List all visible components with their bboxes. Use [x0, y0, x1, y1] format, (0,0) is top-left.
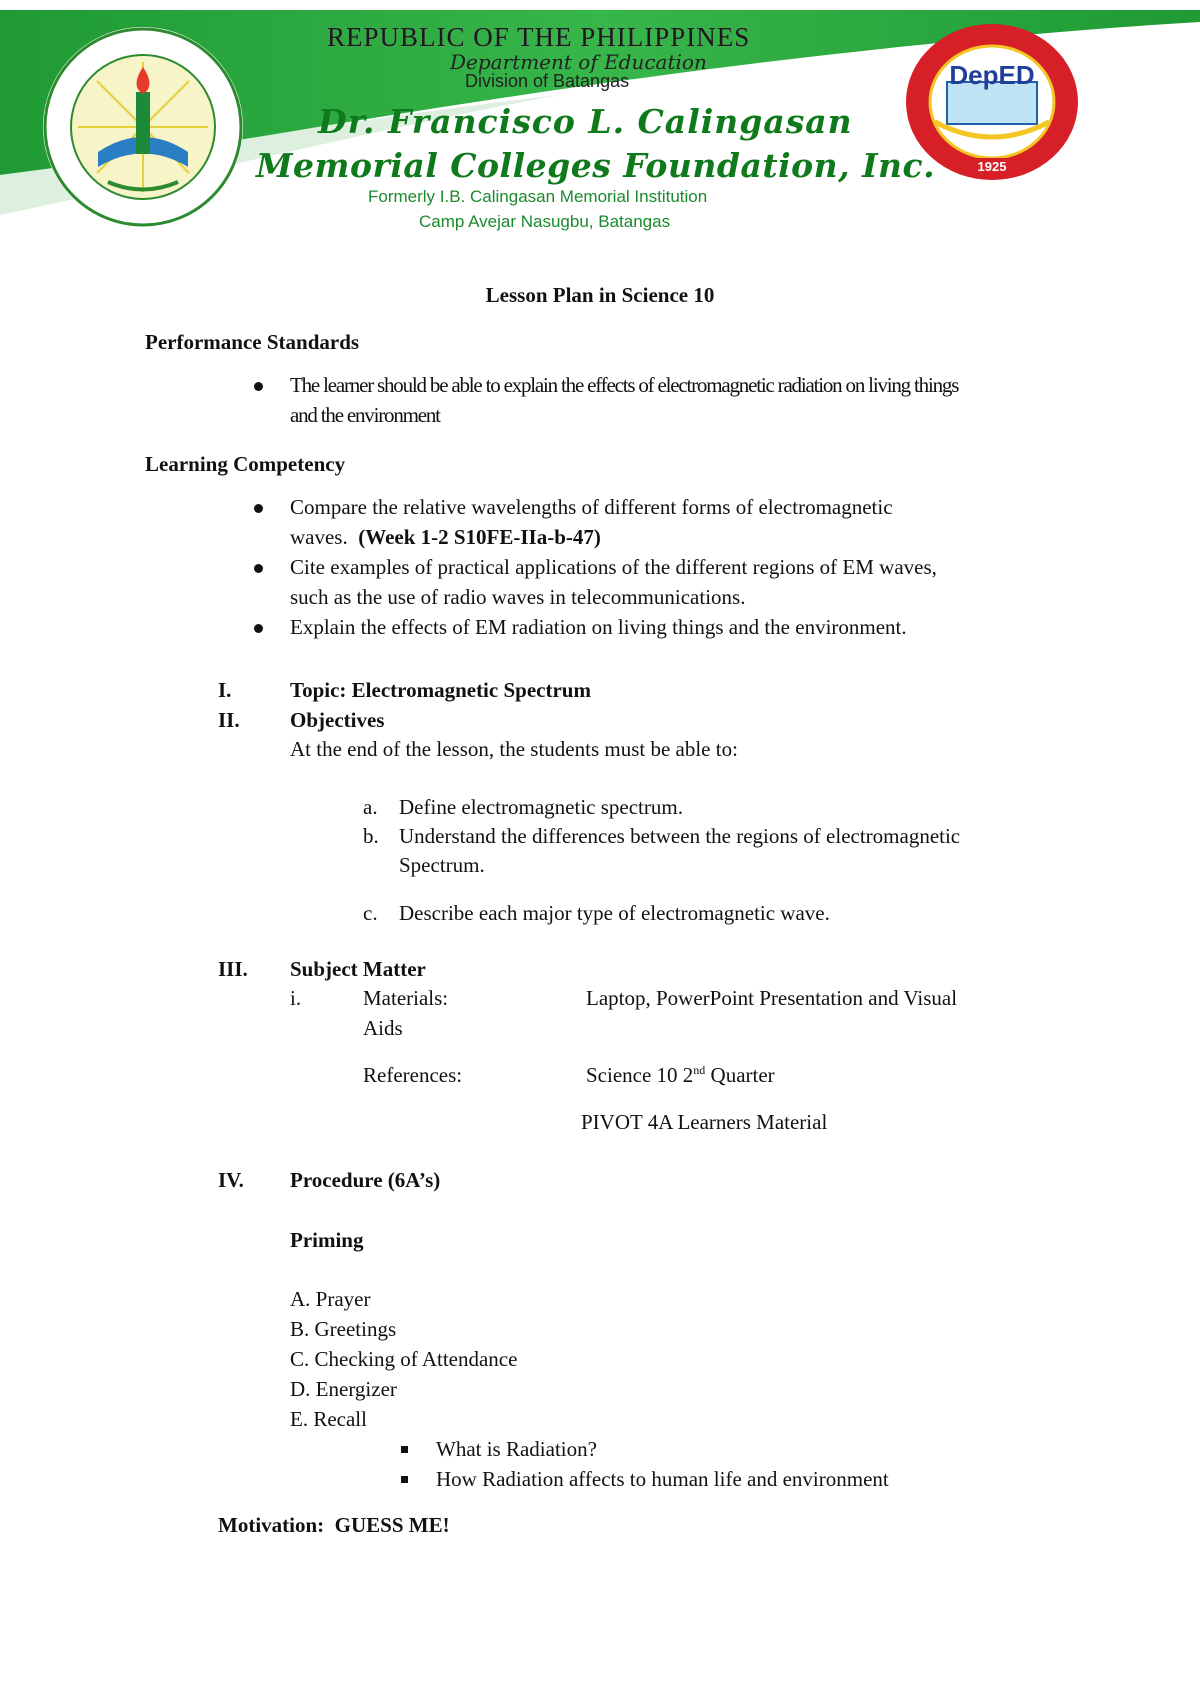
bullet-icon [254, 504, 263, 513]
procedure-step-b: B. Greetings [290, 1317, 397, 1341]
objectives-heading: Objectives [290, 708, 385, 732]
objective-a: Define electromagnetic spectrum. [399, 795, 683, 819]
address-line: Camp Avejar Nasugbu, Batangas [419, 212, 671, 231]
procedure-step-a: A. Prayer [290, 1287, 371, 1311]
procedure-heading: Procedure (6A’s) [290, 1168, 441, 1192]
references-value-sup: nd [693, 1063, 706, 1077]
motivation-value: GUESS ME! [334, 1513, 450, 1537]
seal-center-text: DepED [949, 60, 1035, 90]
subject-matter-roman: i. [290, 986, 302, 1010]
objective-b-line1: Understand the differences between the regions of electromagnetic [399, 824, 961, 848]
objective-b-line2: Spectrum. [399, 853, 485, 877]
competency-3-line1: Explain the effects of EM radiation on living things and the environment. [290, 615, 907, 639]
section-number-ii: II. [218, 708, 240, 732]
section-number-iii: III. [218, 957, 248, 981]
performance-standard-line1: The learner should be able to explain the effects of electromagnetic radiation on living things [290, 373, 959, 397]
procedure-step-c: C. Checking of Attendance [290, 1347, 518, 1371]
document-title: Lesson Plan in Science 10 [485, 283, 715, 307]
school-name-line2: Memorial Colleges Foundation, Inc. [256, 146, 936, 185]
school-seal-logo [38, 22, 248, 232]
formerly-line: Formerly I.B. Calingasan Memorial Institution [368, 187, 708, 206]
section-number-i: I. [218, 678, 232, 702]
motivation-line [218, 1513, 450, 1538]
square-bullet-icon [401, 1446, 408, 1453]
seal-year-text: 1925 [977, 159, 1007, 174]
objective-letter-c: c. [363, 901, 378, 925]
topic-heading: Topic: Electromagnetic Spectrum [290, 678, 591, 702]
objective-letter-a: a. [363, 795, 378, 819]
square-bullet-icon [401, 1476, 408, 1483]
priming-heading: Priming [290, 1228, 364, 1252]
bullet-icon [254, 624, 263, 633]
references-value-pre: Science 10 2 [586, 1063, 694, 1087]
references-value-post: Quarter [705, 1063, 775, 1087]
competency-2-line1: Cite examples of practical applications of the different regions of EM waves, [290, 555, 937, 579]
references-value-line2: PIVOT 4A Learners Material [581, 1110, 828, 1134]
competency-1-waves: waves. [290, 525, 348, 549]
materials-value-cont: Aids [363, 1016, 403, 1040]
school-name-line1: Dr. Francisco L. Calingasan [318, 102, 853, 141]
section-number-iv: IV. [218, 1168, 244, 1192]
references-label: References: [363, 1063, 463, 1087]
bullet-icon [254, 564, 263, 573]
division-line: Division of Batangas [465, 71, 630, 91]
republic-line: REPUBLIC OF THE PHILIPPINES [327, 22, 751, 52]
subject-matter-heading: Subject Matter [290, 957, 426, 981]
procedure-step-e: E. Recall [290, 1407, 367, 1431]
objectives-intro: At the end of the lesson, the students must be able to: [290, 737, 738, 761]
procedure-step-d: D. Energizer [290, 1377, 397, 1401]
references-value [586, 1063, 775, 1088]
competency-1-line1: Compare the relative wavelengths of different forms of electromagnetic [290, 495, 893, 519]
performance-standard-line2: and the environment [290, 403, 440, 427]
objective-c: Describe each major type of electromagnetic wave. [399, 901, 830, 925]
motivation-label: Motivation: [218, 1513, 325, 1537]
recall-item-2: How Radiation affects to human life and environment [436, 1467, 889, 1491]
bullet-icon [254, 382, 263, 391]
competency-1-line2 [290, 525, 601, 550]
department-line: Department of Education [450, 50, 707, 74]
learning-competency-heading: Learning Competency [145, 452, 346, 476]
performance-standards-heading: Performance Standards [145, 330, 360, 354]
competency-code: (Week 1-2 S10FE-IIa-b-47) [358, 525, 601, 549]
letterhead [0, 0, 1200, 250]
materials-label: Materials: [363, 986, 449, 1010]
competency-2-line2: such as the use of radio waves in telecommunications. [290, 585, 746, 609]
objective-letter-b: b. [363, 824, 379, 848]
recall-item-1: What is Radiation? [436, 1437, 597, 1461]
materials-value: Laptop, PowerPoint Presentation and Visual [586, 986, 958, 1010]
